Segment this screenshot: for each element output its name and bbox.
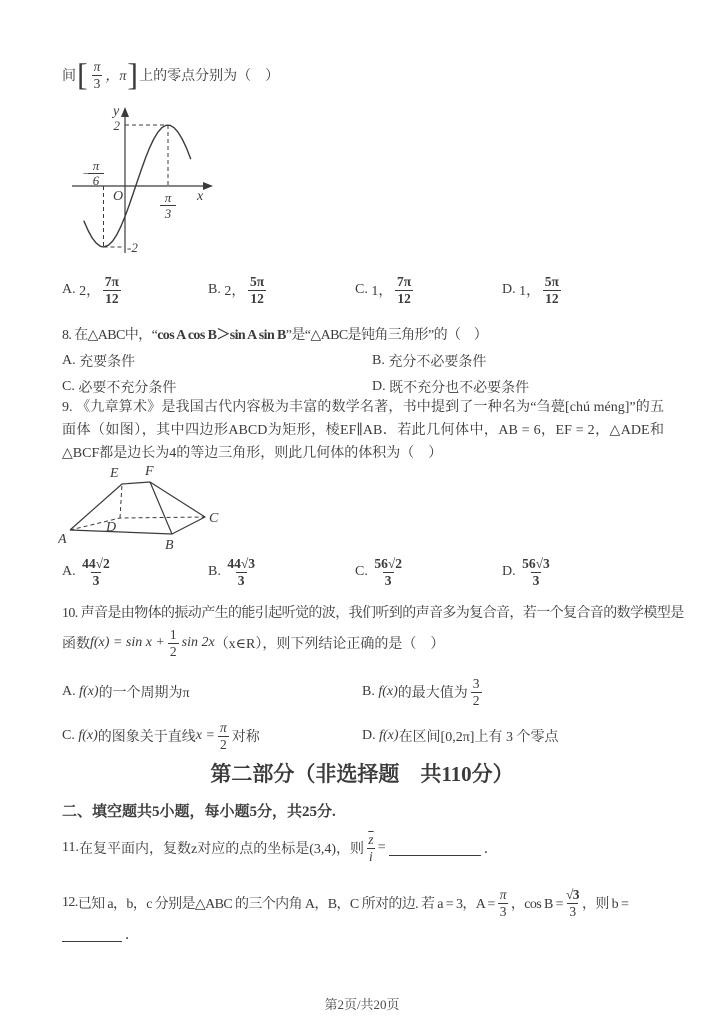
vertex-a-label: A: [58, 532, 67, 547]
vertex-e-label: E: [110, 466, 119, 481]
q7-suffix-text: 上的零点分别为（ ）: [139, 69, 280, 84]
option-label: B.: [372, 353, 385, 368]
right-bracket: ]: [127, 56, 139, 92]
x-axis-arrow-icon: [203, 182, 213, 190]
fraction-sqrt3-3: $\frac{√3}{3}$: [565, 886, 579, 919]
option-pre: 2，: [79, 284, 101, 299]
fill-in-instructions: 二、填空题共5小题，每小题5分，共25分.: [62, 804, 336, 820]
option-fraction: $\frac{44√2}{3}$: [82, 555, 110, 588]
vertex-d-label: D: [106, 520, 117, 535]
y-axis-arrow-icon: [121, 107, 129, 117]
q8-option-b: B. 充分不必要条件: [372, 353, 487, 370]
minus-sign: −: [82, 166, 91, 181]
solid-edges: [70, 482, 205, 534]
q8-math-condition: cos A cos B＞sin A sin B: [157, 328, 286, 343]
answer-blank-12: [62, 926, 122, 942]
option-label: B.: [208, 282, 221, 297]
q10-option-d: D. f(x) 在区间[0,2π]上有 3 个零点: [362, 728, 559, 745]
max-value-label: 2: [113, 118, 120, 133]
option-label: C.: [355, 282, 368, 297]
option-label: C.: [355, 564, 368, 579]
section-2-heading: 第二部分（非选择题 共110分）: [210, 762, 514, 786]
option-fraction: $\frac{5\pi}{12}$: [250, 273, 265, 306]
q8-option-d: D. 既不充分也不必要条件: [372, 379, 530, 396]
option-label: B.: [362, 684, 375, 699]
option-label: A.: [62, 564, 76, 579]
option-label: A.: [62, 684, 76, 699]
answer-blank-11: [389, 840, 481, 856]
option-label: B.: [208, 564, 221, 579]
question-number: 8.: [62, 328, 72, 343]
question-10-stem-line1: 10. 声音是由物体的振动产生的能引起听觉的波，我们听到的声音多为复合音，若一个复合音的数学模型是: [62, 606, 684, 621]
question-number: 9.: [62, 400, 73, 415]
option-fraction: $\frac{3}{2}$: [472, 675, 480, 708]
option-label: C.: [62, 379, 75, 394]
option-label: A.: [62, 282, 76, 297]
origin-label: O: [113, 189, 124, 204]
option-pre: 2，: [224, 284, 246, 299]
option-fraction: $\frac{56√2}{3}$: [374, 555, 403, 588]
fx-expression: f(x): [378, 684, 398, 699]
fraction-zbar-i: $\frac{\overline{z}}{i}$: [368, 831, 374, 864]
q7-prefix-text: 间: [62, 69, 76, 84]
q9-option-c: [355, 550, 405, 594]
option-pre: 1，: [371, 284, 393, 299]
q9-option-b: [208, 550, 258, 594]
q7-option-b: [208, 268, 269, 312]
q10-option-c: C. f(x) 的图象关于直线 x = $\frac{\pi}{2}$ 对称: [62, 719, 260, 752]
question-11: 11. 在复平面内，复数z对应的点的坐标是(3,4)，则 $\frac{\overline{z}}{i}$ = ．: [62, 831, 498, 864]
q8-option-c: C. 必要不充分条件: [62, 379, 177, 396]
option-fraction: $\frac{7\pi}{12}$: [397, 273, 412, 306]
option-fraction: $\frac{7\pi}{12}$: [104, 273, 119, 306]
option-label: D.: [372, 379, 386, 394]
page-number-footer: 第2页/共20页: [324, 997, 400, 1012]
sine-graph-figure: [62, 103, 277, 265]
question-7-stem-continuation: [62, 53, 279, 97]
option-fraction: $\frac{44√3}{3}$: [227, 555, 256, 588]
right-tick-denominator: 3: [164, 206, 172, 221]
option-pre: 1，: [519, 284, 541, 299]
question-8-stem: 8. 在△ABC中，“cos A cos B＞sin A sin B”是“△ABC是钝角三角形”的（ ）: [62, 328, 488, 343]
fx-expression: f(x): [79, 684, 99, 699]
q7-interval-rest: ，π: [105, 69, 127, 84]
left-bracket: [: [77, 56, 88, 92]
question-number: 12.: [62, 895, 78, 910]
q7-option-a: [62, 268, 124, 312]
vertex-c-label: C: [209, 511, 219, 526]
question-9-stem: 9. 《九章算术》是我国古代内容极为丰富的数学名著，书中提到了一种名为“刍甍[chú méng]”的五面体（如图），其中四边形ABCD为矩形，棱EF∥AB．若此几何体中，AB = 6，EF = 2，△ADE和△BCF都是边长为4的等边三角形，则此几何体的体积为（ ）: [62, 400, 664, 461]
option-label: A.: [62, 353, 76, 368]
q7-option-c: [355, 268, 416, 312]
option-fraction: $\frac{56√3}{3}$: [522, 555, 550, 588]
left-tick-denominator: 6: [92, 173, 100, 188]
right-tick-numerator: π: [164, 190, 172, 205]
option-label: C.: [62, 728, 75, 743]
question-12-answer-line: ．: [62, 924, 139, 944]
y-axis-label: y: [113, 104, 120, 119]
q9-option-d: [502, 550, 553, 594]
q9-option-a: [62, 550, 113, 594]
q8-option-a: A. 充要条件: [62, 353, 136, 370]
option-label: D.: [362, 728, 376, 743]
question-number: 10.: [62, 606, 78, 621]
hidden-edges: [70, 484, 205, 530]
pentahedron-figure: [58, 462, 238, 558]
fraction-pi-3: $\frac{\pi}{3}$: [499, 886, 506, 919]
fx-expression: f(x): [78, 728, 98, 743]
left-tick-numerator: π: [92, 158, 100, 173]
fraction-pi-3: $\frac{\pi}{3}$: [93, 58, 101, 91]
question-10-stem-line2: 函数 f(x) = sin x + $\frac{1}{2}$ sin 2x （x∈R），则下列结论正确的是（ ）: [62, 626, 445, 659]
option-fraction: $\frac{5\pi}{12}$: [544, 273, 559, 306]
fx-expression: f(x): [379, 728, 399, 743]
fraction-1-2: $\frac{1}{2}$: [169, 626, 177, 659]
q10-option-b: B. f(x) 的最大值为 $\frac{3}{2}$: [362, 675, 480, 708]
option-label: D.: [502, 564, 516, 579]
option-label: D.: [502, 282, 516, 297]
question-12: 12. 已知 a，b，c 分别是△ABC 的三个内角 A，B，C 所对的边. 若 a = 3，A = $\frac{\pi}{3}$ ，cos B = $\frac{√3}{3}$ ，则 b =: [62, 886, 629, 919]
option-fraction: $\frac{\pi}{2}$: [219, 719, 227, 752]
min-value-label: -2: [127, 240, 138, 255]
question-number: 11.: [62, 840, 79, 855]
vertex-b-label: B: [165, 538, 174, 553]
x-axis-label: x: [197, 189, 204, 204]
q10-function-expression: f(x) = sin x +: [90, 635, 165, 650]
q7-option-d: [502, 268, 564, 312]
vertex-f-label: F: [145, 464, 154, 479]
q10-option-a: A. f(x) 的一个周期为π: [62, 684, 190, 701]
